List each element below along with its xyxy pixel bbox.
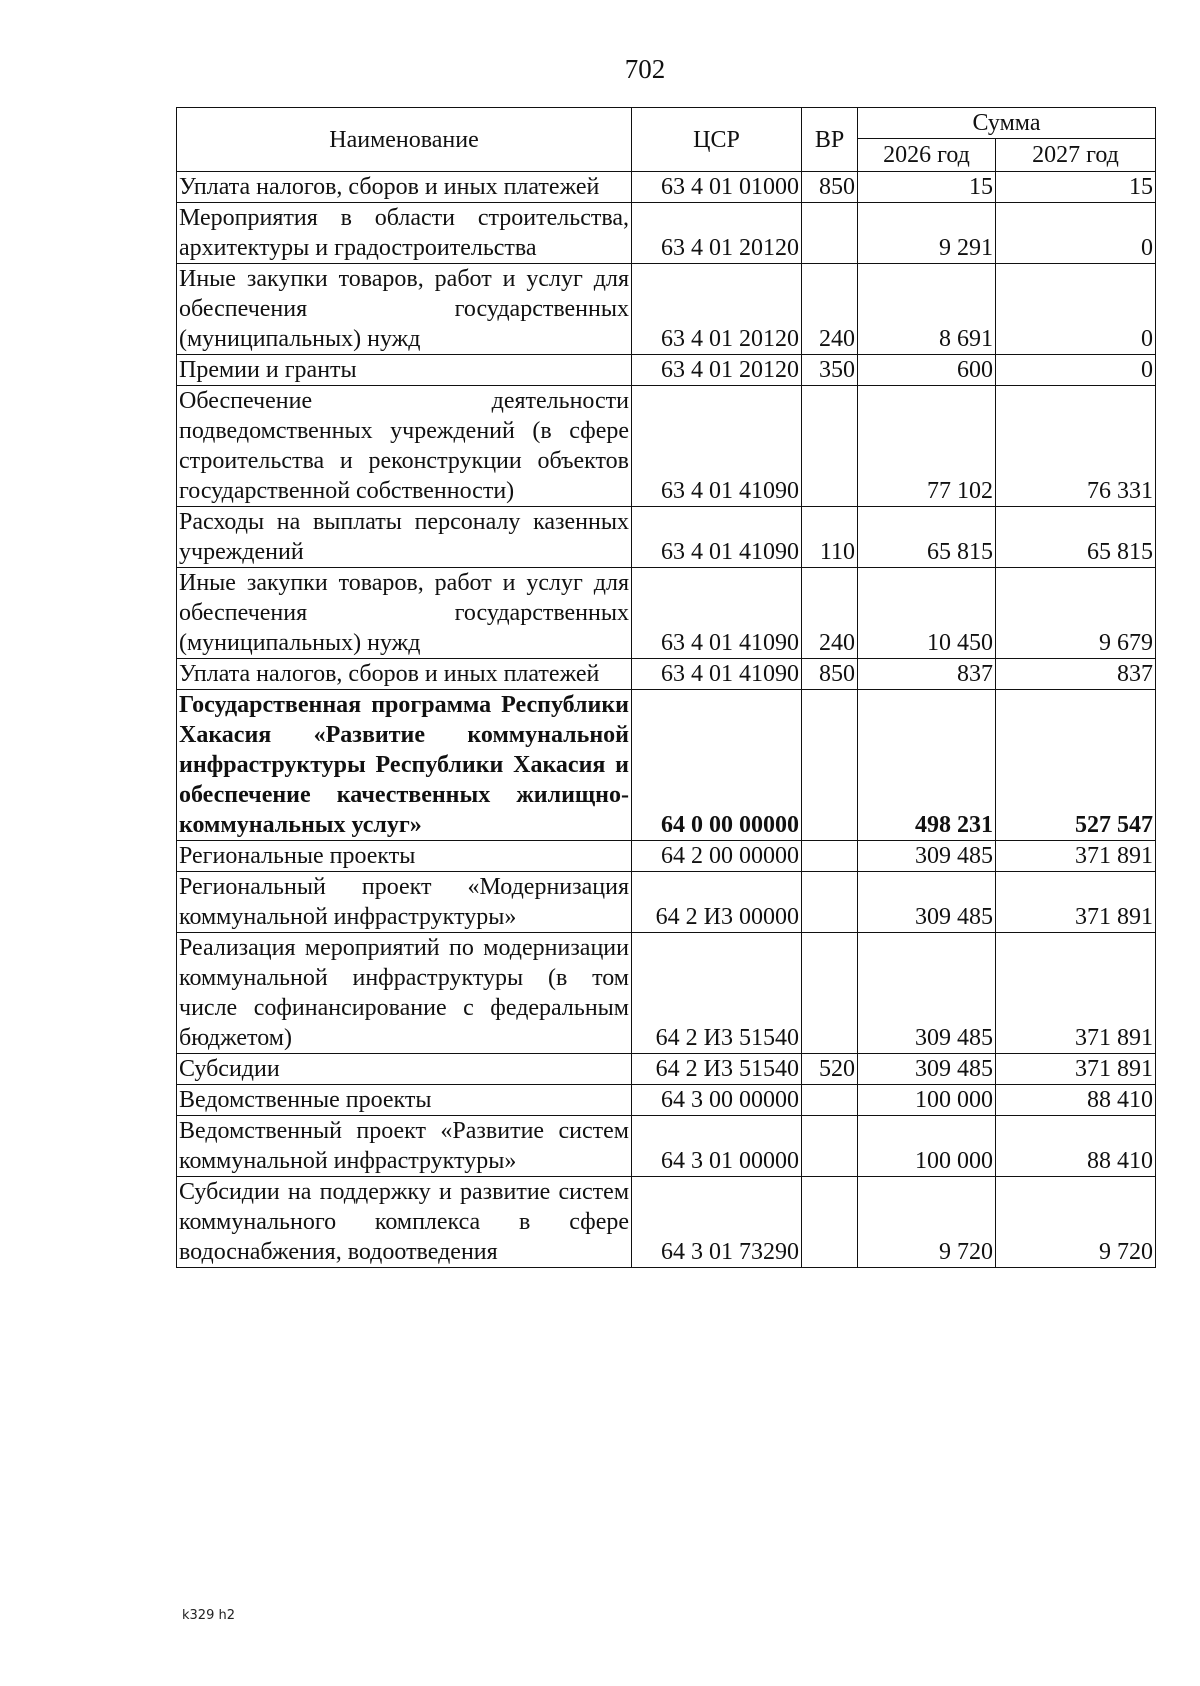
row-sum-2026: 8 691 — [858, 264, 996, 355]
row-sum-2026: 600 — [858, 355, 996, 386]
row-sum-2026: 309 485 — [858, 841, 996, 872]
table-row — [177, 507, 1156, 568]
table-row — [177, 1116, 1156, 1177]
row-sum-2027: 76 331 — [996, 386, 1156, 507]
row-csr: 63 4 01 20120 — [632, 355, 802, 386]
row-sum-2027: 527 547 — [996, 690, 1156, 841]
row-sum-2027: 371 891 — [996, 872, 1156, 933]
row-csr: 63 4 01 20120 — [632, 264, 802, 355]
table-row — [177, 386, 1156, 507]
row-sum-2026: 9 291 — [858, 203, 996, 264]
row-sum-2027: 837 — [996, 659, 1156, 690]
row-sum-2026: 100 000 — [858, 1116, 996, 1177]
row-vr — [802, 872, 858, 933]
row-vr — [802, 203, 858, 264]
row-name: Региональный проект «Модернизация коммунальной инфраструктуры» — [177, 872, 632, 933]
row-sum-2027: 0 — [996, 203, 1156, 264]
row-sum-2026: 309 485 — [858, 1054, 996, 1085]
row-name: Реализация мероприятий по модернизации коммунальной инфраструктуры (в том числе софинансирование с федеральным бюджетом) — [177, 933, 632, 1054]
header-year-2026: 2026 год — [858, 139, 996, 172]
row-vr: 850 — [802, 172, 858, 203]
row-sum-2026: 10 450 — [858, 568, 996, 659]
table-row — [177, 203, 1156, 264]
row-vr — [802, 386, 858, 507]
header-sum: Сумма — [858, 108, 1156, 139]
row-sum-2026: 309 485 — [858, 872, 996, 933]
table-row — [177, 933, 1156, 1054]
table-row — [177, 659, 1156, 690]
row-csr: 64 3 01 00000 — [632, 1116, 802, 1177]
row-vr: 110 — [802, 507, 858, 568]
row-vr — [802, 841, 858, 872]
footer-code: k329 h2 — [182, 1608, 235, 1623]
row-name: Ведомственные проекты — [177, 1085, 632, 1116]
row-csr: 63 4 01 41090 — [632, 507, 802, 568]
row-vr: 850 — [802, 659, 858, 690]
row-vr: 520 — [802, 1054, 858, 1085]
row-name: Уплата налогов, сборов и иных платежей — [177, 659, 632, 690]
row-sum-2027: 88 410 — [996, 1116, 1156, 1177]
row-sum-2026: 100 000 — [858, 1085, 996, 1116]
table-row — [177, 1177, 1156, 1268]
row-sum-2027: 0 — [996, 355, 1156, 386]
row-sum-2027: 65 815 — [996, 507, 1156, 568]
row-name: Мероприятия в области строительства, архитектуры и градостроительства — [177, 203, 632, 264]
header-name: Наименование — [177, 108, 632, 172]
row-sum-2026: 65 815 — [858, 507, 996, 568]
row-sum-2027: 15 — [996, 172, 1156, 203]
row-csr: 63 4 01 20120 — [632, 203, 802, 264]
row-csr: 63 4 01 41090 — [632, 386, 802, 507]
row-csr: 64 2 00 00000 — [632, 841, 802, 872]
row-name: Государственная программа Республики Хакасия «Развитие коммунальной инфраструктуры Республики Хакасия и обеспечение качественных жилищно-коммунальных услуг» — [177, 690, 632, 841]
row-name: Иные закупки товаров, работ и услуг для обеспечения государственных (муниципальных) нужд — [177, 568, 632, 659]
row-sum-2026: 77 102 — [858, 386, 996, 507]
row-csr: 63 4 01 41090 — [632, 568, 802, 659]
row-sum-2027: 9 720 — [996, 1177, 1156, 1268]
row-sum-2027: 0 — [996, 264, 1156, 355]
table-body — [177, 172, 1156, 1268]
table-row — [177, 841, 1156, 872]
header-year-2027: 2027 год — [996, 139, 1156, 172]
row-name: Премии и гранты — [177, 355, 632, 386]
row-sum-2027: 371 891 — [996, 933, 1156, 1054]
row-vr — [802, 690, 858, 841]
row-csr: 64 0 00 00000 — [632, 690, 802, 841]
row-sum-2027: 371 891 — [996, 841, 1156, 872]
row-name: Региональные проекты — [177, 841, 632, 872]
table-row — [177, 172, 1156, 203]
row-vr — [802, 1116, 858, 1177]
row-vr: 350 — [802, 355, 858, 386]
row-csr: 63 4 01 41090 — [632, 659, 802, 690]
row-sum-2026: 15 — [858, 172, 996, 203]
row-name: Субсидии на поддержку и развитие систем коммунального комплекса в сфере водоснабжения, водоотведения — [177, 1177, 632, 1268]
row-name: Ведомственный проект «Развитие систем коммунальной инфраструктуры» — [177, 1116, 632, 1177]
header-csr: ЦСР — [632, 108, 802, 172]
row-csr: 64 3 00 00000 — [632, 1085, 802, 1116]
page-number: 702 — [624, 54, 666, 84]
row-sum-2026: 309 485 — [858, 933, 996, 1054]
row-vr — [802, 1177, 858, 1268]
table-row — [177, 568, 1156, 659]
row-csr: 64 2 И3 51540 — [632, 933, 802, 1054]
row-vr — [802, 933, 858, 1054]
row-sum-2026: 9 720 — [858, 1177, 996, 1268]
table-row — [177, 1085, 1156, 1116]
row-sum-2027: 9 679 — [996, 568, 1156, 659]
row-name: Иные закупки товаров, работ и услуг для обеспечения государственных (муниципальных) нужд — [177, 264, 632, 355]
table-row — [177, 355, 1156, 386]
table-row — [177, 690, 1156, 841]
row-name: Расходы на выплаты персоналу казенных учреждений — [177, 507, 632, 568]
row-sum-2026: 837 — [858, 659, 996, 690]
row-name: Обеспечение деятельности подведомственных учреждений (в сфере строительства и реконструкции объектов государственной собственности) — [177, 386, 632, 507]
row-vr: 240 — [802, 568, 858, 659]
row-sum-2027: 371 891 — [996, 1054, 1156, 1085]
row-name: Уплата налогов, сборов и иных платежей — [177, 172, 632, 203]
table-header — [177, 108, 1156, 172]
row-vr: 240 — [802, 264, 858, 355]
table-row — [177, 872, 1156, 933]
row-sum-2026: 498 231 — [858, 690, 996, 841]
row-csr: 64 3 01 73290 — [632, 1177, 802, 1268]
table-row — [177, 264, 1156, 355]
row-csr: 63 4 01 01000 — [632, 172, 802, 203]
row-vr — [802, 1085, 858, 1116]
row-csr: 64 2 И3 00000 — [632, 872, 802, 933]
row-csr: 64 2 И3 51540 — [632, 1054, 802, 1085]
row-sum-2027: 88 410 — [996, 1085, 1156, 1116]
budget-table — [176, 107, 1156, 1268]
row-name: Субсидии — [177, 1054, 632, 1085]
table-row — [177, 1054, 1156, 1085]
header-vr: ВР — [802, 108, 858, 172]
